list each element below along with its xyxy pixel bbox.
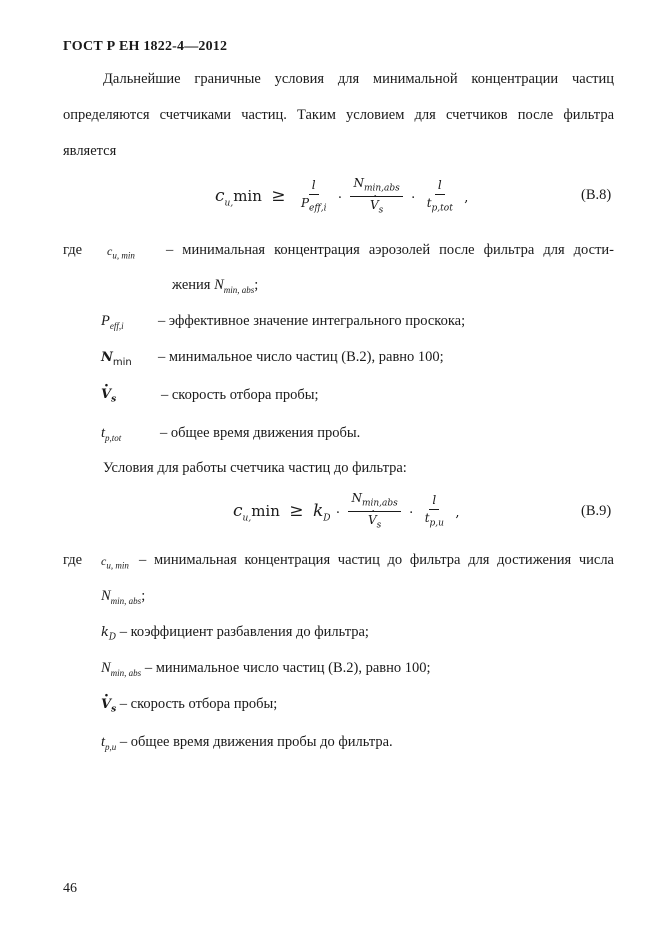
legend-b9-vs-symbol: · $V_s$ (101, 697, 116, 712)
formula-b9-k: $k_D$ (312, 501, 331, 524)
legend-b8-tptot-text: – общее время движения пробы. (160, 425, 361, 441)
intro-line-1: Дальнейшие граничные условия для минимальной концентрации частиц (103, 71, 614, 87)
legend-b9-kd-symbol: $k_D$ (101, 625, 117, 643)
legend-b8-peff-symbol: $P_{eff,i}$ (101, 313, 124, 331)
document-code-header: ГОСТ Р ЕН 1822-4—2012 (63, 39, 228, 54)
legend-b9-n-continuation: $N_{min, abs}$; (101, 588, 146, 606)
page-number: 46 (63, 881, 77, 896)
legend-b8-nmin-symbol: $N_{min}$ (101, 350, 132, 368)
formula-b9-fraction-1: $N_{min,abs}$ · $V_s$ (348, 492, 400, 532)
legend-b9-c-symbol: $c_{u, min}$ (101, 554, 129, 571)
legend-b9-tpu-symbol: $t_{p,u}$ (101, 734, 117, 752)
legend-b9-tpu-row: $t_{p,u}$ – общее время движения пробы до фильтра. (101, 734, 393, 752)
formula-b8-op: ≥ (271, 186, 286, 207)
legend-b8-vs-text: – скорость отбора пробы; (161, 387, 319, 403)
intro-line-3: является (63, 143, 117, 159)
formula-b9-op: ≥ (289, 501, 304, 522)
legend-b8-where: где (63, 242, 83, 258)
formula-b8: $c_{u,}\min$ ≥ $\frac{l}{P_{eff,i}}$ · $N_{min,abs}$ · $V_s$ · $\frac{l}{t_{p,tot}}$ , (215, 177, 468, 217)
before-filter-heading: Условия для работы счетчика частиц до фильтра: (103, 460, 407, 476)
formula-b9-number: (В.9) (581, 503, 612, 519)
intro-line-2: определяются счетчиками частиц. Таким условием для счетчиков после фильтра (63, 107, 614, 123)
formula-b9-lhs: $c_{u,}\min$ (233, 501, 280, 524)
legend-b9-kd-row: $k_D$ – коэффициент разбавления до фильтра; (101, 624, 369, 643)
formula-b8-fraction-2: $N_{min,abs}$ · $V_s$ (350, 177, 402, 217)
legend-b8-nmin-text: – минимальное число частиц (В.2), равно 100; (158, 349, 444, 365)
legend-b9-nmin-row: $N_{min, abs}$ – минимальное число частиц (В.2), равно 100; (101, 660, 431, 678)
formula-b9: $c_{u,}\min \ge k_D$ · $N_{min,abs}$ · $V_s$ · $\frac{l}{t_{p,u}}$ , (233, 492, 460, 532)
legend-b9-c-text: – минимальная концентрация частиц до фильтра для достижения числа (139, 552, 614, 568)
legend-b8-c-min-text: – минимальная концентрация аэрозолей после фильтра для дости- (166, 242, 614, 258)
legend-b8-vs-symbol: · $V_s$ (101, 387, 116, 405)
formula-b8-lhs: $c_{u,}\min$ (215, 186, 262, 209)
legend-b9-vs-row: · $V_s$ – скорость отбора пробы; (101, 696, 277, 715)
formula-b8-fraction-1: $\frac{l}{P_{eff,i}}$ (300, 178, 327, 214)
legend-b8-c-min-symbol: $c_{u, min}$ (107, 244, 135, 261)
legend-b9-where: где (63, 552, 83, 568)
formula-b8-number: (В.8) (581, 187, 612, 203)
legend-b8-c-min-continuation: жения $N_{min, abs}$; (172, 277, 259, 295)
legend-b9-nmin-symbol: $N_{min, abs}$ (101, 660, 142, 678)
legend-b8-tptot-symbol: $t_{p,tot}$ (101, 425, 122, 443)
legend-b8-peff-text: – эффективное значение интегрального проскока; (158, 313, 466, 329)
formula-b9-fraction-2: $\frac{l}{t_{p,u}}$ (424, 493, 444, 529)
formula-b8-fraction-3: $\frac{l}{t_{p,tot}}$ (426, 178, 453, 214)
